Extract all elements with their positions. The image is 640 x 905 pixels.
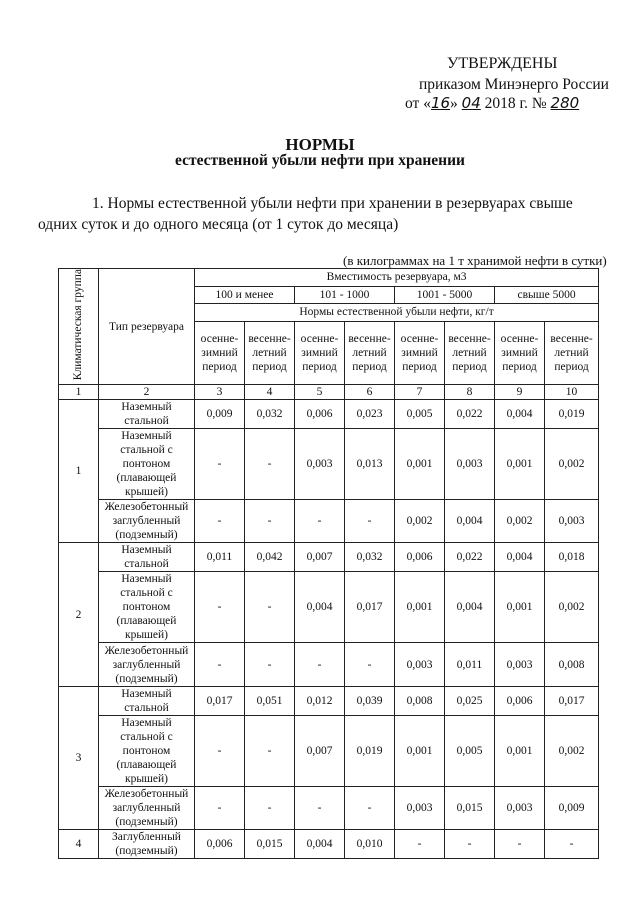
norm-value-cell: 0,011 (195, 543, 245, 572)
tank-type-cell: Наземный стальной (99, 687, 195, 716)
norm-value-cell: 0,015 (445, 787, 495, 830)
col-number: 1 (59, 385, 99, 400)
norm-value-cell: - (245, 787, 295, 830)
norm-value-cell: - (445, 830, 495, 859)
climate-group-cell: 2 (59, 543, 99, 687)
col-number: 3 (195, 385, 245, 400)
header-period-spring: весенне-летний период (445, 321, 495, 384)
header-period-autumn: осенне-зимний период (495, 321, 545, 384)
norm-value-cell: 0,004 (445, 572, 495, 643)
norms-table (58, 268, 599, 859)
norm-value-cell: 0,025 (445, 687, 495, 716)
approval-day: 16 (430, 94, 451, 112)
norm-value-cell: 0,001 (395, 429, 445, 500)
tank-type-cell: Железобетонный заглубленный (подземный) (99, 787, 195, 830)
norm-value-cell: 0,003 (495, 643, 545, 687)
norm-value-cell: 0,001 (495, 572, 545, 643)
norm-value-cell: - (195, 429, 245, 500)
norm-value-cell: 0,003 (495, 787, 545, 830)
norm-value-cell: 0,004 (295, 572, 345, 643)
norm-value-cell: 0,018 (545, 543, 599, 572)
norm-value-cell: 0,022 (445, 400, 495, 429)
norm-value-cell: - (195, 572, 245, 643)
norm-value-cell: 0,003 (545, 500, 599, 543)
approval-title: УТВЕРЖДЕНЫ (447, 55, 558, 72)
norm-value-cell: 0,013 (345, 429, 395, 500)
norm-value-cell: 0,019 (545, 400, 599, 429)
norm-value-cell: 0,006 (295, 400, 345, 429)
header-period-autumn: осенне-зимний период (395, 321, 445, 384)
approval-block (405, 55, 625, 113)
norm-value-cell: 0,017 (345, 572, 395, 643)
norm-value-cell: - (395, 830, 445, 859)
table-row (59, 643, 599, 687)
norm-value-cell: 0,003 (445, 429, 495, 500)
header-period-autumn: осенне-зимний период (295, 321, 345, 384)
norm-value-cell: 0,004 (495, 543, 545, 572)
norm-value-cell: - (345, 643, 395, 687)
norm-value-cell: 0,012 (295, 687, 345, 716)
header-range-2: 101 - 1000 (295, 286, 395, 304)
norm-value-cell: 0,007 (295, 716, 345, 787)
norm-value-cell: - (295, 500, 345, 543)
tank-type-cell: Наземный стальной (99, 400, 195, 429)
date-quote-close: » (450, 95, 458, 112)
norm-value-cell: - (295, 643, 345, 687)
norm-value-cell: - (245, 716, 295, 787)
norm-value-cell: 0,032 (245, 400, 295, 429)
norm-value-cell: - (495, 830, 545, 859)
header-period-spring: весенне-летний период (545, 321, 599, 384)
table-row (59, 716, 599, 787)
climate-group-cell: 1 (59, 400, 99, 543)
norm-value-cell: 0,003 (395, 643, 445, 687)
norm-value-cell: 0,001 (495, 716, 545, 787)
norm-value-cell: 0,042 (245, 543, 295, 572)
table-row (59, 787, 599, 830)
norm-value-cell: - (245, 643, 295, 687)
header-norms: Нормы естественной убыли нефти, кг/т (195, 304, 599, 322)
col-number: 7 (395, 385, 445, 400)
table-row (59, 543, 599, 572)
section-paragraph: 1. Нормы естественной убыли нефти при хранении в резервуарах свыше одних суток и до одного месяца (от 1 суток до месяца) (38, 195, 573, 233)
norm-value-cell: - (195, 716, 245, 787)
norm-value-cell: 0,002 (545, 429, 599, 500)
norm-value-cell: - (245, 500, 295, 543)
approval-year-label: 2018 г. № (484, 95, 547, 112)
approval-month: 04 (461, 94, 481, 112)
header-climate-group: Климатическая группа (59, 269, 99, 385)
norm-value-cell: 0,001 (395, 716, 445, 787)
header-capacity: Вместимость резервуара, м3 (195, 269, 599, 287)
climate-group-cell: 3 (59, 687, 99, 830)
norm-value-cell: - (195, 643, 245, 687)
norm-value-cell: 0,017 (545, 687, 599, 716)
norm-value-cell: 0,003 (395, 787, 445, 830)
tank-type-cell: Железобетонный заглубленный (подземный) (99, 500, 195, 543)
norm-value-cell: 0,032 (345, 543, 395, 572)
tank-type-cell: Наземный стальной с понтоном (плавающей крышей) (99, 716, 195, 787)
approval-date-line (405, 94, 625, 113)
header-period-spring: весенне-летний период (345, 321, 395, 384)
header-range-3: 1001 - 5000 (395, 286, 495, 304)
tank-type-cell: Заглубленный (подземный) (99, 830, 195, 859)
norm-value-cell: 0,017 (195, 687, 245, 716)
tank-type-cell: Наземный стальной с понтоном (плавающей крышей) (99, 572, 195, 643)
norm-value-cell: - (195, 500, 245, 543)
norm-value-cell: 0,001 (395, 572, 445, 643)
norm-value-cell: - (345, 787, 395, 830)
header-range-4: свыше 5000 (495, 286, 599, 304)
norm-value-cell: 0,003 (295, 429, 345, 500)
approval-order-line: приказом Минэнерго России (419, 76, 609, 93)
norm-value-cell: 0,051 (245, 687, 295, 716)
norm-value-cell: 0,015 (245, 830, 295, 859)
norm-value-cell: 0,002 (395, 500, 445, 543)
norm-value-cell: 0,010 (345, 830, 395, 859)
col-number: 9 (495, 385, 545, 400)
table-row (59, 687, 599, 716)
climate-group-cell: 4 (59, 830, 99, 859)
table-row (59, 400, 599, 429)
norm-value-cell: 0,001 (495, 429, 545, 500)
table-row (59, 429, 599, 500)
norm-value-cell: 0,005 (395, 400, 445, 429)
col-number: 10 (545, 385, 599, 400)
tank-type-cell: Наземный стальной (99, 543, 195, 572)
document-subtitle: естественной убыли нефти при хранении (175, 152, 465, 169)
norm-value-cell: 0,006 (395, 543, 445, 572)
col-number: 5 (295, 385, 345, 400)
col-number: 4 (245, 385, 295, 400)
document-title: НОРМЫ (285, 135, 355, 154)
norm-value-cell: 0,023 (345, 400, 395, 429)
date-prefix: от « (405, 95, 431, 112)
norm-value-cell: - (545, 830, 599, 859)
col-number: 2 (99, 385, 195, 400)
norm-value-cell: 0,002 (495, 500, 545, 543)
norm-value-cell: 0,009 (195, 400, 245, 429)
norm-value-cell: - (295, 787, 345, 830)
norm-value-cell: 0,002 (545, 572, 599, 643)
unit-note: (в килограммах на 1 т хранимой нефти в сутки) (343, 253, 607, 268)
norm-value-cell: 0,004 (495, 400, 545, 429)
norm-value-cell: 0,002 (545, 716, 599, 787)
norm-value-cell: 0,022 (445, 543, 495, 572)
norm-value-cell: - (195, 787, 245, 830)
norm-value-cell: - (245, 429, 295, 500)
norm-value-cell: 0,006 (495, 687, 545, 716)
header-period-autumn: осенне-зимний период (195, 321, 245, 384)
norm-value-cell: 0,007 (295, 543, 345, 572)
norm-value-cell: 0,011 (445, 643, 495, 687)
norm-value-cell: 0,008 (395, 687, 445, 716)
norm-value-cell: 0,004 (445, 500, 495, 543)
table-row (59, 500, 599, 543)
table-row (59, 572, 599, 643)
norm-value-cell: 0,009 (545, 787, 599, 830)
norm-value-cell: 0,006 (195, 830, 245, 859)
norm-value-cell: 0,004 (295, 830, 345, 859)
approval-number: 280 (550, 94, 580, 112)
norm-value-cell: 0,039 (345, 687, 395, 716)
col-number: 8 (445, 385, 495, 400)
header-range-1: 100 и менее (195, 286, 295, 304)
header-tank-type: Тип резервуара (99, 269, 195, 385)
norm-value-cell: - (245, 572, 295, 643)
col-number: 6 (345, 385, 395, 400)
table-row (59, 830, 599, 859)
norm-value-cell: 0,008 (545, 643, 599, 687)
norm-value-cell: 0,019 (345, 716, 395, 787)
tank-type-cell: Наземный стальной с понтоном (плавающей крышей) (99, 429, 195, 500)
header-period-spring: весенне-летний период (245, 321, 295, 384)
norm-value-cell: 0,005 (445, 716, 495, 787)
norm-value-cell: - (345, 500, 395, 543)
tank-type-cell: Железобетонный заглубленный (подземный) (99, 643, 195, 687)
